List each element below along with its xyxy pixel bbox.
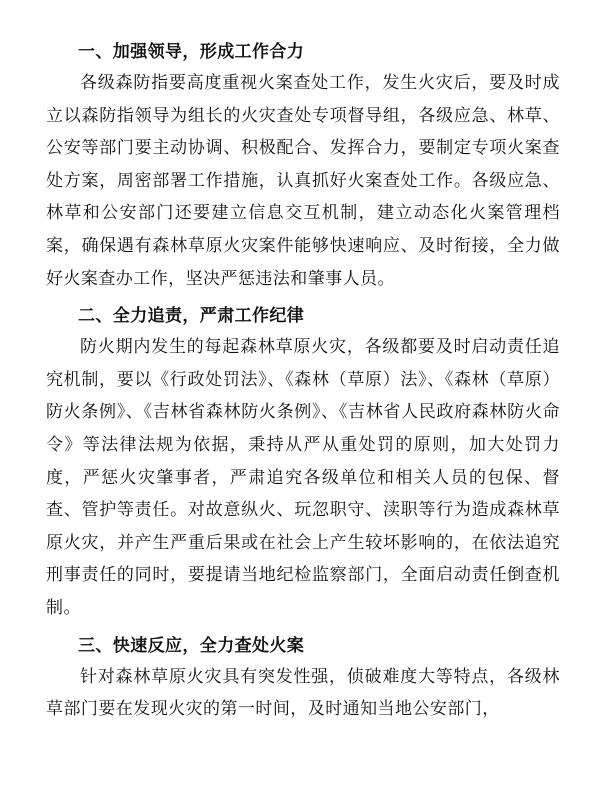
section-paragraph-2: 防火期内发生的每起森林草原火灾，各级都要及时启动责任追究机制，要以《行政处罚法》、《森林（草原）法》、《森林（草原）防火条例》、《吉林省森林防火条例》、《吉林省人民政府森林防火命令》等法律法规为依据，秉持从严从重处罚的原则，加大处罚力度，严惩火灾肇事者，严肃追究各级单位和相关人员的包保、督查、管护等责任。对故意纵火、玩忽职守、渎职等行为造成森林草原火灾，并产生严重后果或在社会上产生较坏影响的，在依法追究刑事责任的同时，要提请当地纪检监察部门，全面启动责任倒查机制。 [46, 337, 560, 618]
section-heading-2: 二、全力追责，严肃工作纪律 [78, 306, 305, 327]
section-heading-1: 一、加强领导，形成工作合力 [78, 42, 305, 62]
section-paragraph-3: 针对森林草原火灾具有突发性强，侦破难度大等特点，各级林草部门要在发现火灾的第一时间，及时通知当地公安部门， [46, 666, 560, 720]
section-paragraph-1: 各级森防指要高度重视火案查处工作，发生火灾后，要及时成立以森防指领导为组长的火灾查处专项督导组，各级应急、林草、公安等部门要主动协调、积极配合、发挥合力，要制定专项火案查处方案，周密部署工作措施，认真抓好火案查处工作。各级应急、林草和公安部门还要建立信息交互机制，建立动态化火案管理档案，确保遇有森林草原火灾案件能够快速响应、及时衔接，全力做好火案查办工作，坚决严惩违法和肇事人员。 [46, 73, 560, 289]
section-heading-3: 三、快速反应，全力查处火案 [78, 635, 305, 656]
